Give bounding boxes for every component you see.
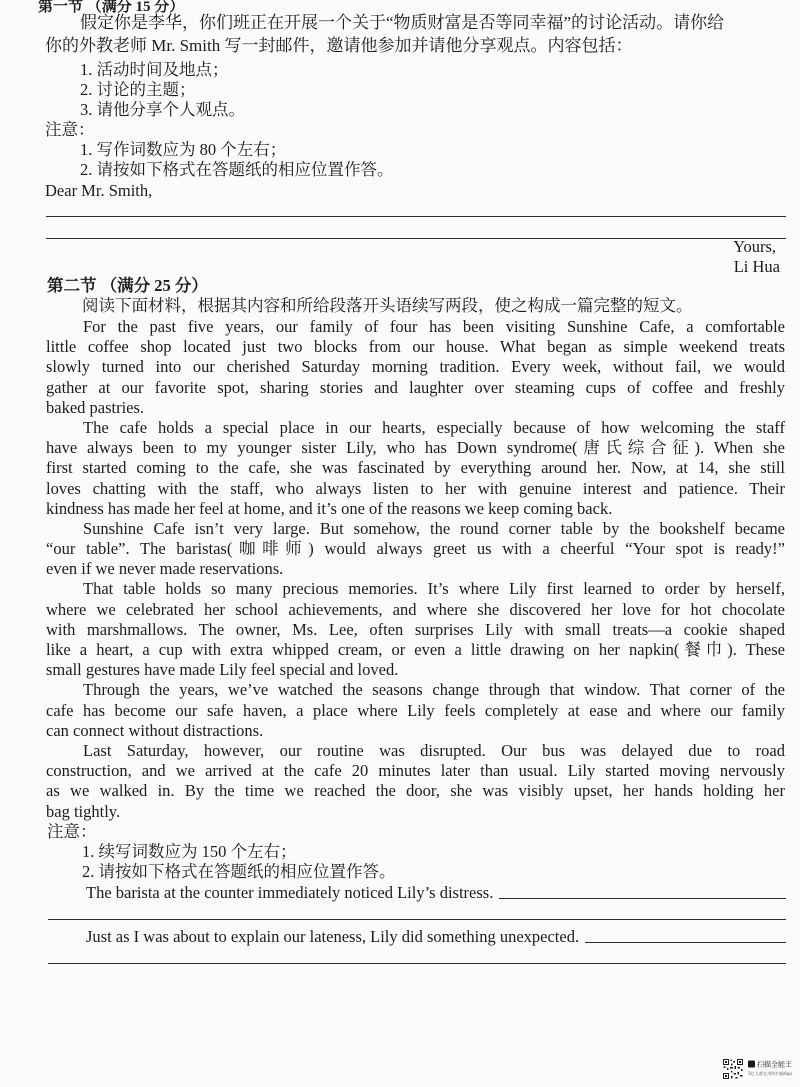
paragraph-opener-2 [86, 925, 786, 947]
paragraph-line: where we celebrated her school achievements, and where she discovered her love for hot chocolate [46, 599, 785, 619]
story-paragraph [46, 680, 785, 741]
answer-blank-line [499, 898, 786, 899]
opener-text: The barista at the counter immediately noticed Lily’s distress. [86, 883, 494, 902]
answer-blank-line [585, 942, 786, 943]
paragraph-line: That table holds so many precious memories. It’s where Lily first learned to order by herself, [83, 579, 785, 599]
writing-prompt-line: 你的外教老师 Mr. Smith 写一封邮件，邀请他参加并请他分享观点。内容包括： [45, 36, 633, 55]
opener-text: Just as I was about to explain our lateness, Lily did something unexpected. [86, 927, 580, 946]
camscanner-logo-icon [748, 1061, 755, 1068]
paragraph-line: small gestures have made Lily feel special and loved. [46, 660, 399, 680]
letter-closing: Yours, [733, 237, 776, 256]
story-paragraph [46, 579, 785, 680]
section-1-title: 第一节 （满分 15 分） [38, 0, 185, 15]
story-paragraph [46, 317, 785, 418]
letter-signature: Li Hua [733, 257, 780, 276]
note-item: 1. 写作词数应为 80 个左右； [80, 140, 287, 159]
paragraph-line: cafe has become our safe haven, a place where Lily feels completely at ease and where our family [46, 700, 785, 720]
content-item: 2. 讨论的主题； [80, 80, 196, 99]
note-item: 1. 续写词数应为 150 个左右； [82, 842, 297, 861]
paragraph-line: even if we never made reservations. [46, 559, 284, 579]
note-item: 2. 请按如下格式在答题纸的相应位置作答。 [80, 160, 394, 179]
paragraph-line: gather at our favorite spot, sharing stories and laughter over steaming cups of coffee and freshly [46, 377, 785, 397]
paragraph-line: like a heart, a cup with extra whipped cream, or even a little drawing on her napkin(餐巾). These [46, 640, 785, 659]
continuation-instruction: 阅读下面材料，根据其内容和所给段落开头语续写两段，使之构成一篇完整的短文。 [82, 296, 693, 315]
paragraph-line: bag tightly. [46, 801, 121, 821]
notes-label: 注意： [45, 120, 95, 139]
story-paragraph [46, 418, 785, 519]
paragraph-line: construction, and we arrived at the cafe 20 minutes later than usual. Lily started moving nervously [46, 761, 785, 781]
paragraph-line: For the past five years, our family of four has been visiting Sunshine Cafe, a comfortable [83, 317, 785, 336]
qr-code-icon [722, 1058, 744, 1080]
paragraph-line: The cafe holds a special place in our hearts, especially because of how welcoming the staff [83, 417, 785, 437]
answer-blank-line [48, 963, 786, 964]
writing-prompt-line: 假定你是李华，你们班正在开展一个关于“物质财富是否等同幸福”的讨论活动。请你给 [80, 13, 725, 32]
letter-salutation: Dear Mr. Smith, [45, 181, 153, 200]
answer-blank-line [46, 238, 786, 239]
paragraph-line: kindness has made her feel at home, and it’s one of the reasons we keep coming back. [46, 498, 613, 518]
scanner-watermark [722, 1056, 794, 1082]
watermark-brand: 扫描全能王 [757, 1060, 792, 1069]
paragraph-line: slowly turned into our cherished Saturday morning tradition. Every week, without fail, we would [46, 357, 785, 377]
content-item: 1. 活动时间及地点； [80, 60, 229, 79]
answer-blank-line [48, 919, 786, 920]
note-item: 2. 请按如下格式在答题纸的相应位置作答。 [82, 862, 396, 881]
paragraph-line: loves chatting with the staff, who always listen to her with genuine interest and patience. Their [46, 478, 785, 498]
watermark-tagline: 3亿人都在用的扫描App [748, 1071, 791, 1076]
paragraph-line: little coffee shop located just two blocks from our house. What began as simple weekend treats [46, 337, 785, 357]
paragraph-line: Through the years, we’ve watched the seasons change through that window. That corner of the [83, 680, 785, 700]
story-paragraph [46, 741, 785, 822]
paragraph-line: Last Saturday, however, our routine was disrupted. Our bus was delayed due to road [83, 740, 785, 760]
section-2-title: 第二节 （满分 25 分） [47, 276, 208, 295]
paragraph-line: Sunshine Cafe isn’t very large. But somehow, the round corner table by the bookshelf became [83, 518, 785, 538]
reading-passage [46, 317, 785, 822]
content-item: 3. 请他分享个人观点。 [80, 100, 245, 119]
paragraph-line: can connect without distractions. [46, 720, 264, 740]
paragraph-line: as we walked in. By the time we reached the door, she was visibly upset, her hands holding her [46, 781, 785, 801]
notes-label: 注意： [47, 822, 97, 841]
paragraph-opener-1 [86, 881, 786, 903]
story-paragraph [46, 519, 785, 580]
paragraph-line: with marshmallows. The owner, Ms. Lee, often surprises Lily with small treats—a cookie shaped [46, 619, 785, 639]
paragraph-line: first started coming to the cafe, she was fascinated by everything around her. Now, at 14, she still [46, 458, 785, 478]
paragraph-line: baked pastries. [46, 397, 145, 417]
paragraph-line: have always been to my younger sister Lily, who has Down syndrome(唐氏综合征). When she [46, 438, 785, 458]
answer-blank-line [46, 216, 786, 217]
paragraph-line: “our table”. The baristas(咖啡师) would always greet us with a cheerful “Your spot is ready!” [46, 539, 785, 559]
